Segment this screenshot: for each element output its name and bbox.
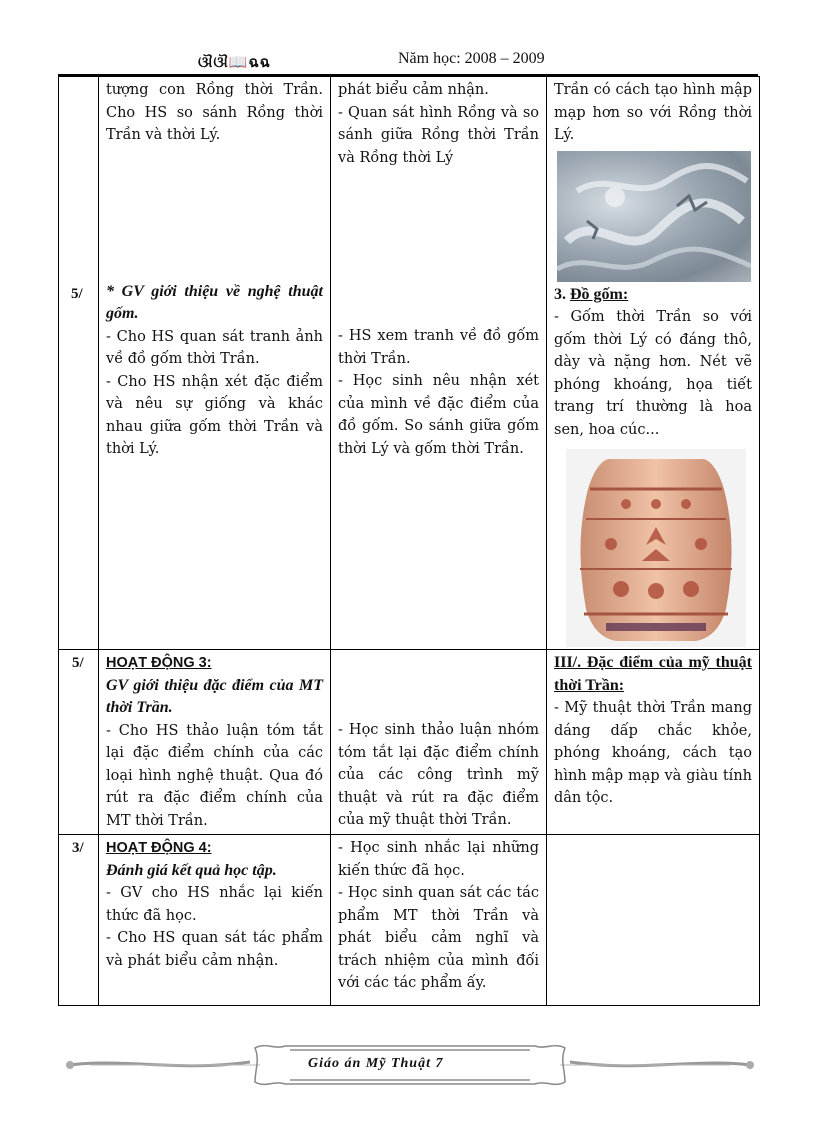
student-text: - Học sinh thảo luận nhóm tóm tắt lại đặc điểm chính của các công trình mỹ thuật và rút ra đặc điểm của mỹ thuật thời Trần. xyxy=(338,722,539,828)
time-cell xyxy=(59,77,99,650)
content-cell xyxy=(547,835,760,1006)
footer-title: Giáo án Mỹ Thuật 7 xyxy=(308,1056,444,1071)
student-cell xyxy=(331,650,547,835)
content-heading: 3. Đồ gốm: xyxy=(554,285,629,303)
teacher-text: - Cho HS thảo luận tóm tắt lại đặc điểm chính của các loại hình nghệ thuật. Qua đó rút ra đặc điểm chính của MT thời Trần. xyxy=(106,722,323,829)
content-cell xyxy=(547,650,760,835)
lesson-plan-table xyxy=(58,76,760,1006)
student-text: - Học sinh quan sát các tác phẩm MT thời Trần và phát biểu cảm nghĩ và trách nhiệm của mình đối với các tác phẩm ấy. xyxy=(338,885,539,991)
teacher-heading: GV giới thiệu đặc điểm của MT thời Trần. xyxy=(106,676,323,716)
dragon-relief-image xyxy=(557,151,751,282)
activity-heading: HOẠT ĐỘNG 3: xyxy=(106,655,212,671)
activity-heading: HOẠT ĐỘNG 4: xyxy=(106,840,212,856)
teacher-text: - Cho HS quan sát tác phẩm và phát biểu cảm nhận. xyxy=(106,930,323,969)
teacher-cell xyxy=(99,77,331,650)
ceramic-vase-image xyxy=(566,449,746,647)
content-cell xyxy=(547,77,760,650)
teacher-cell xyxy=(99,650,331,835)
table-row xyxy=(59,650,760,835)
page-header xyxy=(58,48,758,74)
table-row xyxy=(59,835,760,1006)
page-footer xyxy=(60,1040,760,1090)
content-text: Trần có cách tạo hình mập mạp hơn so với Rồng thời Lý. xyxy=(554,82,752,143)
teacher-cell xyxy=(99,835,331,1006)
time-label: 3/ xyxy=(72,840,84,856)
time-cell xyxy=(59,650,99,835)
teacher-text: - Cho HS quan sát tranh ảnh về đồ gốm thời Trần. xyxy=(106,328,323,367)
content-heading: III/. Đặc điểm của mỹ thuật thời Trần: xyxy=(554,654,752,694)
student-text: - Học sinh nhắc lại những kiến thức đã học. xyxy=(338,840,539,879)
teacher-text: - Cho HS nhận xét đặc điểm và nêu sự giống và khác nhau giữa gốm thời Trần và thời Lý. xyxy=(106,373,323,457)
student-text: - HS xem tranh về đồ gốm thời Trần. xyxy=(338,328,539,367)
student-text: - Quan sát hình Rồng và so sánh giữa Rồng thời Trần và Rồng thời Lý xyxy=(338,104,539,166)
time-label: 5/ xyxy=(71,286,83,302)
teacher-text: - GV cho HS nhắc lại kiến thức đã học. xyxy=(106,885,323,924)
teacher-text: tượng con Rồng thời Trần. Cho HS so sánh Rồng thời Trần và thời Lý. xyxy=(106,82,323,143)
time-label: 5/ xyxy=(72,655,84,671)
table-row xyxy=(59,77,760,650)
student-text: phát biểu cảm nhận. xyxy=(338,82,489,98)
student-cell xyxy=(331,835,547,1006)
school-year: Năm học: 2008 – 2009 xyxy=(398,50,545,67)
content-text: - Mỹ thuật thời Trần mang dáng dấp chắc khỏe, phóng khoáng, cách tạo hình mập mạp và giàu tính dân tộc. xyxy=(554,700,752,806)
teacher-heading: Đánh giá kết quả học tập. xyxy=(106,861,277,879)
teacher-heading: * GV giới thiệu về nghệ thuật gốm. xyxy=(106,282,323,322)
header-ornament: ଔଔ📖ฉฉ xyxy=(198,53,271,71)
time-cell xyxy=(59,835,99,1006)
student-text: - Học sinh nêu nhận xét của mình về đặc điểm của đồ gốm. So sánh giữa gốm thời Lý và gốm thời Trần. xyxy=(338,373,539,457)
student-cell xyxy=(331,77,547,650)
content-text: - Gốm thời Trần so với gốm thời Lý có đáng thô, dày và nặng hơn. Nét vẽ phóng khoáng, họa tiết trang trí thường là hoa sen, hoa cúc... xyxy=(554,309,752,438)
